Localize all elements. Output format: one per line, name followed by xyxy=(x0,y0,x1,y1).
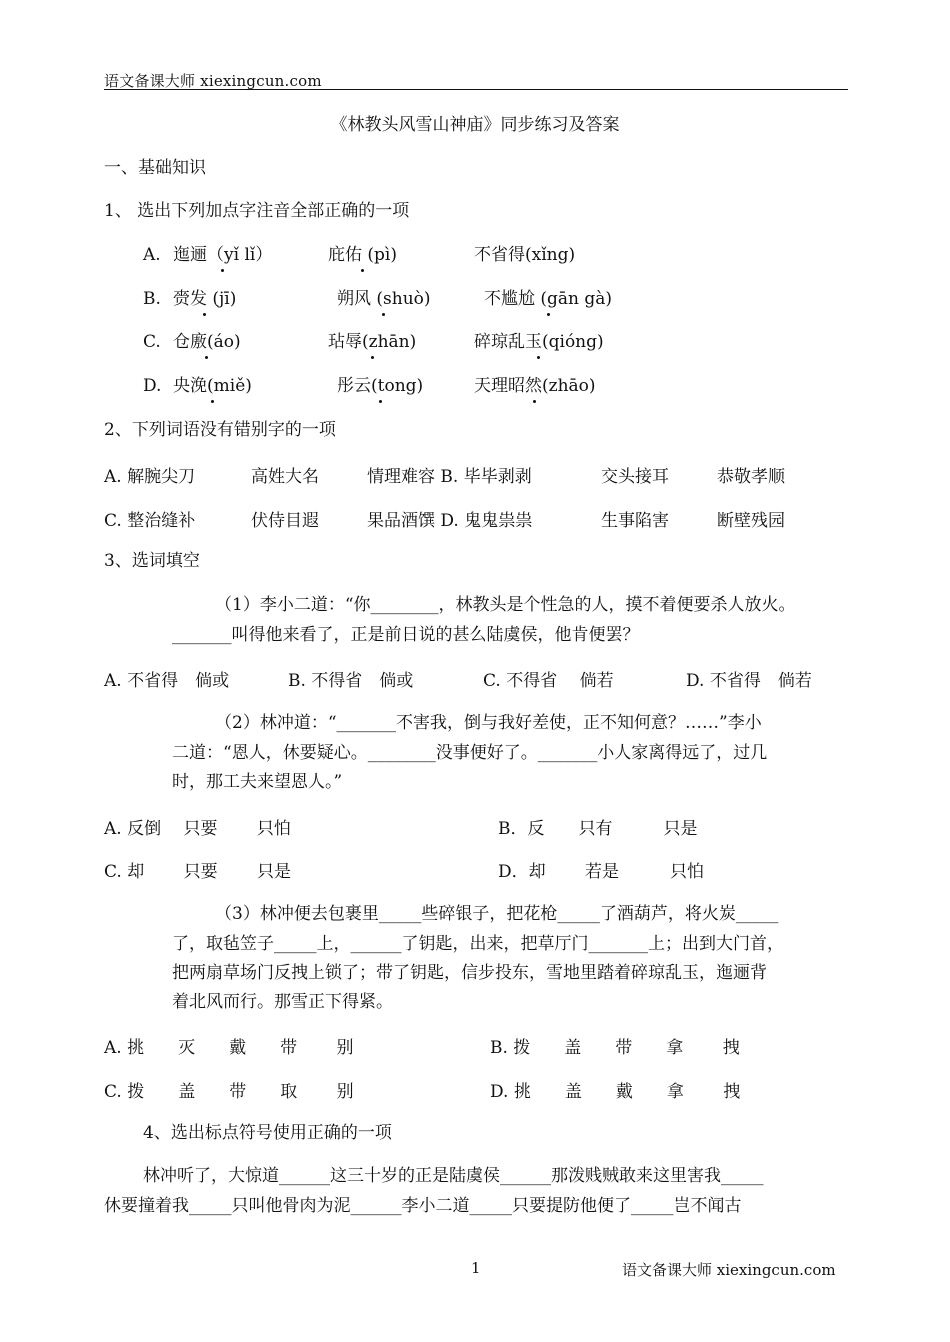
dotted-word: 央浼(miě) xyxy=(173,376,252,396)
q1-option-b-item xyxy=(173,287,236,311)
q1-option-d-item xyxy=(337,374,423,398)
q2-row1-cell: A. 解腕尖刀 xyxy=(104,467,196,487)
q1-option-a xyxy=(143,243,161,267)
q3-part3-line: 把两扇草场门反拽上锁了；带了钥匙，信步投东，雪地里踏着碎琼乱玉，迤逦背 xyxy=(172,963,767,983)
dotted-word: 彤云(tong) xyxy=(337,376,424,396)
q1-option-b xyxy=(143,287,161,311)
option-label: B. xyxy=(143,289,161,309)
q1-option-a-item xyxy=(474,243,575,267)
dotted-word: 赍发 (jī) xyxy=(173,289,237,309)
question-4-stem: 4、选出标点符号使用正确的一项 xyxy=(143,1123,392,1143)
q3-part1-line: （1）李小二道：“你________，林教头是个性急的人，摸不着便要杀人放火。 xyxy=(215,595,796,615)
q4-passage-line: 林冲听了，大惊道______这三十岁的正是陆虞侯______那泼贱贼敢来这里害我_____ xyxy=(143,1166,764,1186)
q1-option-a-item xyxy=(328,243,397,267)
header-rule xyxy=(104,89,848,90)
q3-part1-line: _______叫得他来看了，正是前日说的甚么陆虞侯，他肯便罢？ xyxy=(172,625,640,645)
section-heading: 一、基础知识 xyxy=(104,158,206,178)
q3-part2-option: D．却 若是 只怕 xyxy=(498,862,705,882)
q3-part3-option: C. 拨 盖 带 取 别 xyxy=(104,1082,354,1102)
q3-part2-line: （2）林冲道：“_______不害我，倒与我好差使，正不知何意？……”李小 xyxy=(215,713,762,733)
q3-part2-line: 二道：“恩人，休要疑心。________没事便好了。_______小人家离得远了，过几 xyxy=(172,743,768,763)
q2-row2-cell: C. 整治缝补 xyxy=(104,511,196,531)
q3-part2-option: A. 反倒 只要 只怕 xyxy=(104,819,291,839)
q1-option-b-item xyxy=(484,287,612,311)
q2-row2-cell: 伏侍目遐 xyxy=(251,511,319,531)
option-label: C. xyxy=(143,332,161,352)
dotted-word: 不尴尬 (gān gà) xyxy=(484,289,613,309)
q3-part3-option: B. 拨 盖 带 拿 拽 xyxy=(490,1038,740,1058)
word: 不省得(xǐng) xyxy=(474,245,576,265)
q4-passage-line: 休要撞着我_____只叫他骨肉为泥______李小二道_____只要提防他便了_____岂不闻古 xyxy=(104,1196,742,1216)
dotted-word: 庇佑 (pì) xyxy=(328,245,397,265)
q2-row1-cell: 交头接耳 xyxy=(601,467,669,487)
dotted-word: 朔风 (shuò) xyxy=(337,289,431,309)
q1-option-a-item xyxy=(173,243,272,267)
dotted-word: 碎琼乱玉(qióng) xyxy=(474,332,604,352)
dotted-word: 仓廒(áo) xyxy=(173,332,241,352)
q3-part3-line: 了，取毡笠子_____上，______了钥匙，出来，把草厅门_______上；出到大门首， xyxy=(172,934,784,954)
page-number: 1 xyxy=(471,1259,481,1277)
q1-option-c xyxy=(143,330,161,354)
q3-part1-option: B. 不得省 倘或 xyxy=(288,671,414,691)
question-1-stem: 1、 选出下列加点字注音全部正确的一项 xyxy=(104,201,410,221)
q3-part1-option: C. 不得省 倘若 xyxy=(483,671,614,691)
page-header-brand: 语文备课大师 xiexingcun.com xyxy=(104,72,322,90)
q3-part3-option: D. 挑 盖 戴 拿 拽 xyxy=(490,1082,741,1102)
q1-option-b-item xyxy=(337,287,431,311)
q2-row1-cell: 高姓大名 xyxy=(251,467,319,487)
option-label: D. xyxy=(143,376,162,396)
q1-option-d-item xyxy=(173,374,252,398)
q2-row2-cell: 果品酒馔 D. 鬼鬼祟祟 xyxy=(367,511,533,531)
q3-part2-line: 时，那工夫来望恩人。” xyxy=(172,772,343,792)
q1-option-c-item xyxy=(328,330,416,354)
dotted-word: 玷辱(zhān) xyxy=(328,332,417,352)
q3-part1-option: A. 不省得 倘或 xyxy=(104,671,230,691)
footer-brand: 语文备课大师 xiexingcun.com xyxy=(622,1261,836,1279)
dotted-word: 天理昭然(zhāo) xyxy=(474,376,596,396)
document-title: 《林教头风雪山神庙》同步练习及答案 xyxy=(330,115,620,135)
q2-row2-cell: 生事陷害 xyxy=(601,511,669,531)
question-3-stem: 3、选词填空 xyxy=(104,551,200,571)
q3-part3-option: A. 挑 灭 戴 带 别 xyxy=(104,1038,354,1058)
dotted-word: 迤逦（yǐ lǐ） xyxy=(173,245,273,265)
q1-option-c-item xyxy=(474,330,604,354)
q3-part1-option: D. 不省得 倘若 xyxy=(686,671,812,691)
q1-option-d-item xyxy=(474,374,596,398)
q3-part2-option: C. 却 只要 只是 xyxy=(104,862,292,882)
q3-part3-line: （3）林冲便去包裹里_____些碎银子，把花枪_____了酒葫芦，将火炭_____ xyxy=(215,904,779,924)
q1-option-c-item xyxy=(173,330,241,354)
q2-row1-cell: 情理难容 B. 毕毕剥剥 xyxy=(367,467,532,487)
q2-row1-cell: 恭敬孝顺 xyxy=(717,467,785,487)
q3-part2-option: B．反 只有 只是 xyxy=(498,819,698,839)
q3-part3-line: 着北风而行。那雪正下得紧。 xyxy=(172,992,393,1012)
q2-row2-cell: 断壁残园 xyxy=(717,511,785,531)
question-2-stem: 2、下列词语没有错别字的一项 xyxy=(104,420,336,440)
option-label: A. xyxy=(143,245,161,265)
q1-option-d xyxy=(143,374,161,398)
